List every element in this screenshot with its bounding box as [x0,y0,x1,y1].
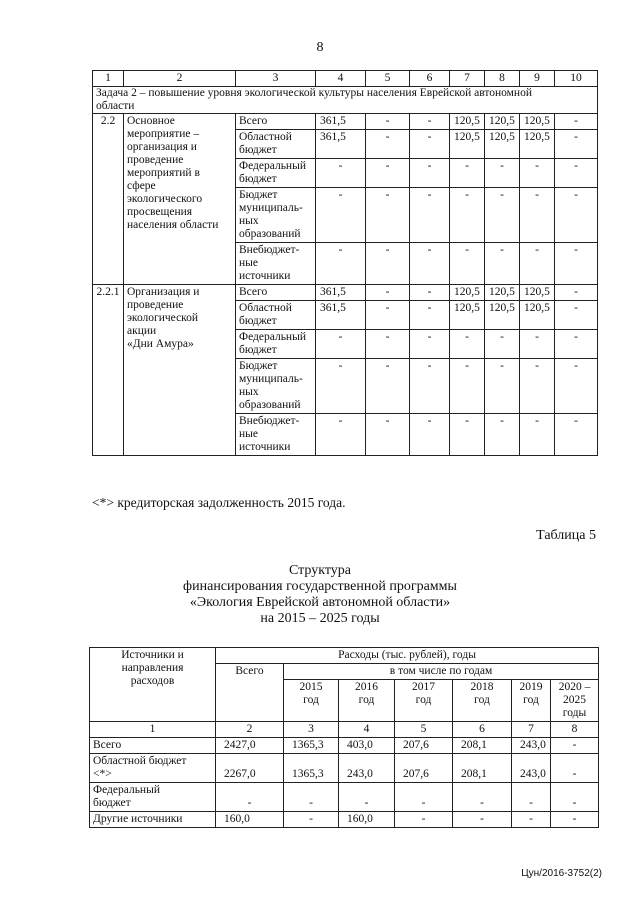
table-title [0,563,640,627]
value-cell: - [216,783,284,812]
funding-source-line: источники [239,441,291,453]
activity-name-line: мероприятие – [127,128,200,140]
year-header-line: 2018 [470,681,494,693]
value-cell: - [395,812,453,828]
value-cell: - [551,754,599,783]
activity-name [124,114,236,285]
value-cell: - [485,359,520,414]
value-cell: - [450,243,485,285]
value-cell: - [316,243,366,285]
funding-source [236,159,316,188]
table-row [90,783,599,812]
year-header-line: год [303,694,319,706]
value-cell: 120,5 [485,285,520,301]
value-cell: 361,5 [316,130,366,159]
table-row [90,738,599,754]
year-header-line: год [358,694,375,706]
value-cell: 2267,0 [216,754,284,783]
value-cell: - [316,330,366,359]
value-cell: - [512,812,551,828]
activity-name-line: мероприятий в [127,167,200,179]
value-cell: - [410,285,450,301]
activity-name-line: экологической [127,312,199,324]
row-label [90,738,216,754]
value-cell: - [410,243,450,285]
value-cell: - [551,812,599,828]
year-header-line: 2016 [355,681,378,693]
column-number: 2 [124,71,236,87]
funding-source-line: бюджет [239,315,277,327]
year-header-line: год [415,694,432,706]
row-label [90,812,216,828]
funding-source-line: Областной [239,302,292,314]
value-cell: - [485,188,520,243]
activity-name [124,285,236,456]
value-cell: - [366,285,410,301]
funding-source [236,301,316,330]
value-cell: - [555,243,598,285]
value-cell: - [366,414,410,456]
value-cell: - [366,330,410,359]
column-number: 6 [410,71,450,87]
year-header-line: 2015 [299,681,323,693]
funding-source-line: Внебюджет- [239,415,300,427]
value-cell: - [555,330,598,359]
by-year-header: в том числе по годам [284,664,599,680]
title-line: на 2015 – 2025 годы [260,611,380,626]
value-cell: 243,0 [339,754,395,783]
value-cell: 243,0 [512,738,551,754]
title-line: Структура [288,563,352,578]
value-cell: - [555,301,598,330]
funding-source [236,243,316,285]
row-label-line: бюджет [93,797,131,809]
year-header-line: 2025 [563,694,587,706]
value-cell: - [410,414,450,456]
funding-source-line: Бюджет [239,360,278,372]
activity-name-line: акции [127,325,157,337]
number-row [90,722,599,738]
value-cell: - [316,159,366,188]
sources-header-line: расходов [130,675,175,687]
header-row [90,648,599,664]
funding-source-line: бюджет [239,173,277,185]
total-header: Всего [216,664,284,722]
value-cell: - [520,188,555,243]
value-cell: 120,5 [450,130,485,159]
value-cell: - [410,188,450,243]
row-label-line: Другие источники [93,813,183,825]
funding-source-line: источники [239,270,291,282]
value-cell: 361,5 [316,114,366,130]
funding-source [236,285,316,301]
activity-name-line: проведение [127,154,184,166]
value-cell: 120,5 [485,130,520,159]
sources-header-line: направления [121,662,184,674]
value-cell: - [366,301,410,330]
value-cell: - [366,159,410,188]
value-cell: - [453,812,512,828]
value-cell: 207,6 [395,754,453,783]
year-header [395,680,453,722]
column-number: 2 [216,722,284,738]
funding-source [236,130,316,159]
value-cell: - [410,330,450,359]
value-cell: - [555,285,598,301]
value-cell: - [485,414,520,456]
value-cell: - [410,359,450,414]
year-header-line: годы [562,707,587,719]
funding-source-line: ных [239,386,259,398]
value-cell: - [450,414,485,456]
activity-name-line: Организация и [127,286,200,298]
row-label-line: Областной бюджет [93,755,187,767]
value-cell: 120,5 [450,285,485,301]
value-cell: 120,5 [450,301,485,330]
value-cell: - [366,243,410,285]
funding-source-line: Внебюджет- [239,244,300,256]
row-label-line: <*> [93,768,112,780]
value-cell: - [453,783,512,812]
activity-name-line: экологического [127,193,203,205]
funding-source-line: бюджет [239,144,277,156]
funding-source-line: Бюджет [239,189,278,201]
value-cell: - [366,359,410,414]
funding-source-line: муниципаль- [239,202,303,214]
value-cell: - [316,359,366,414]
funding-source-line: Всего [239,115,268,127]
table-row [93,114,598,130]
table-row [90,812,599,828]
table-row [93,285,598,301]
year-header-line: 2017 [412,681,435,693]
funding-source [236,359,316,414]
value-cell: 243,0 [512,754,551,783]
value-cell: 208,1 [453,738,512,754]
value-cell: 160,0 [339,812,395,828]
financing-structure-table [89,647,599,828]
activity-code: 2.2.1 [93,285,124,456]
value-cell: - [450,359,485,414]
task-title [93,87,598,114]
value-cell: - [339,783,395,812]
funding-source [236,330,316,359]
title-line: «Экология Еврейской автономной области» [189,595,451,610]
value-cell: 120,5 [520,301,555,330]
sources-header [90,648,216,722]
column-number: 8 [551,722,599,738]
column-number: 3 [284,722,339,738]
value-cell: - [366,114,410,130]
sources-header-line: Источники и [121,649,184,661]
column-number: 10 [555,71,598,87]
value-cell: - [485,159,520,188]
row-label [90,754,216,783]
funding-source-line: ных [239,215,259,227]
year-header-line: 2020 – [558,681,591,693]
value-cell: 207,6 [395,738,453,754]
value-cell: - [485,330,520,359]
activity-code: 2.2 [93,114,124,285]
year-header-line: год [523,694,539,706]
value-cell: - [555,159,598,188]
activity-name-line: организация и [127,141,197,153]
funding-source-line: образований [239,399,301,411]
year-header [339,680,395,722]
year-header-line: год [474,694,490,706]
activity-name-line: «Дни Амура» [127,338,194,350]
value-cell: 120,5 [520,285,555,301]
value-cell: 208,1 [453,754,512,783]
value-cell: - [410,159,450,188]
document-stamp: Цун/2016-3752(2) [521,868,602,879]
value-cell: 361,5 [316,285,366,301]
funding-source [236,114,316,130]
funding-source-line: бюджет [239,344,277,356]
activity-name-line: населения области [127,219,219,231]
row-label-line: Федеральный [93,784,160,796]
value-cell: - [395,783,453,812]
table-label: Таблица 5 [536,528,596,543]
value-cell: 1365,3 [284,738,339,754]
column-number: 6 [453,722,512,738]
funding-source [236,414,316,456]
value-cell: - [555,188,598,243]
column-number: 4 [316,71,366,87]
header-row [93,71,598,87]
column-number: 1 [93,71,124,87]
value-cell: - [520,243,555,285]
row-label-line: Всего [93,739,122,751]
value-cell: - [316,188,366,243]
activity-name-line: сфере [127,180,156,192]
page-number: 8 [316,40,324,55]
value-cell: - [450,188,485,243]
value-cell: - [520,359,555,414]
value-cell: 120,5 [485,114,520,130]
column-number: 3 [236,71,316,87]
column-number: 1 [90,722,216,738]
value-cell: - [410,130,450,159]
value-cell: - [450,330,485,359]
value-cell: - [555,414,598,456]
value-cell: - [520,159,555,188]
year-header [551,680,599,722]
value-cell: - [520,414,555,456]
expenses-header: Расходы (тыс. рублей), годы [216,648,599,664]
value-cell: - [450,159,485,188]
column-number: 9 [520,71,555,87]
value-cell: 120,5 [485,301,520,330]
value-cell: 120,5 [520,130,555,159]
value-cell: 2427,0 [216,738,284,754]
value-cell: - [551,783,599,812]
program-activities-table [92,70,598,456]
column-number: 7 [512,722,551,738]
value-cell: 120,5 [450,114,485,130]
value-cell: 120,5 [520,114,555,130]
funding-source-line: Федеральный [239,160,306,172]
funding-source-line: Областной [239,131,292,143]
funding-source-line: Всего [239,286,268,298]
activity-name-line: проведение [127,299,184,311]
activity-name-line: Основное [127,115,175,127]
task-title-line: области [96,100,135,112]
funding-source-line: образований [239,228,301,240]
funding-source [236,188,316,243]
funding-source-line: Федеральный [239,331,306,343]
year-header [284,680,339,722]
year-header [453,680,512,722]
value-cell: - [284,812,339,828]
value-cell: 1365,3 [284,754,339,783]
task-title-line: Задача 2 – повышение уровня экологической культуры населения Еврейской автономной [96,87,532,99]
column-number: 4 [339,722,395,738]
value-cell: - [485,243,520,285]
title-line: финансирования государственной программы [183,579,457,594]
value-cell: - [555,359,598,414]
value-cell: - [410,301,450,330]
column-number: 5 [366,71,410,87]
year-header-line: 2019 [519,681,543,693]
activity-name-line: просвещения [127,206,193,218]
value-cell: - [555,130,598,159]
value-cell: - [284,783,339,812]
funding-source-line: ные [239,428,258,440]
year-header [512,680,551,722]
funding-source-line: муниципаль- [239,373,303,385]
value-cell: - [555,114,598,130]
value-cell: - [410,114,450,130]
column-number: 8 [485,71,520,87]
value-cell: - [520,330,555,359]
table-row [90,754,599,783]
value-cell: - [366,130,410,159]
value-cell: - [512,783,551,812]
column-number: 5 [395,722,453,738]
value-cell: - [316,414,366,456]
row-label [90,783,216,812]
value-cell: 160,0 [216,812,284,828]
value-cell: - [551,738,599,754]
value-cell: 361,5 [316,301,366,330]
task-row [93,87,598,114]
column-number: 7 [450,71,485,87]
value-cell: 403,0 [339,738,395,754]
funding-source-line: ные [239,257,258,269]
footnote: <*> кредиторская задолженность 2015 года. [92,495,346,510]
value-cell: - [366,188,410,243]
